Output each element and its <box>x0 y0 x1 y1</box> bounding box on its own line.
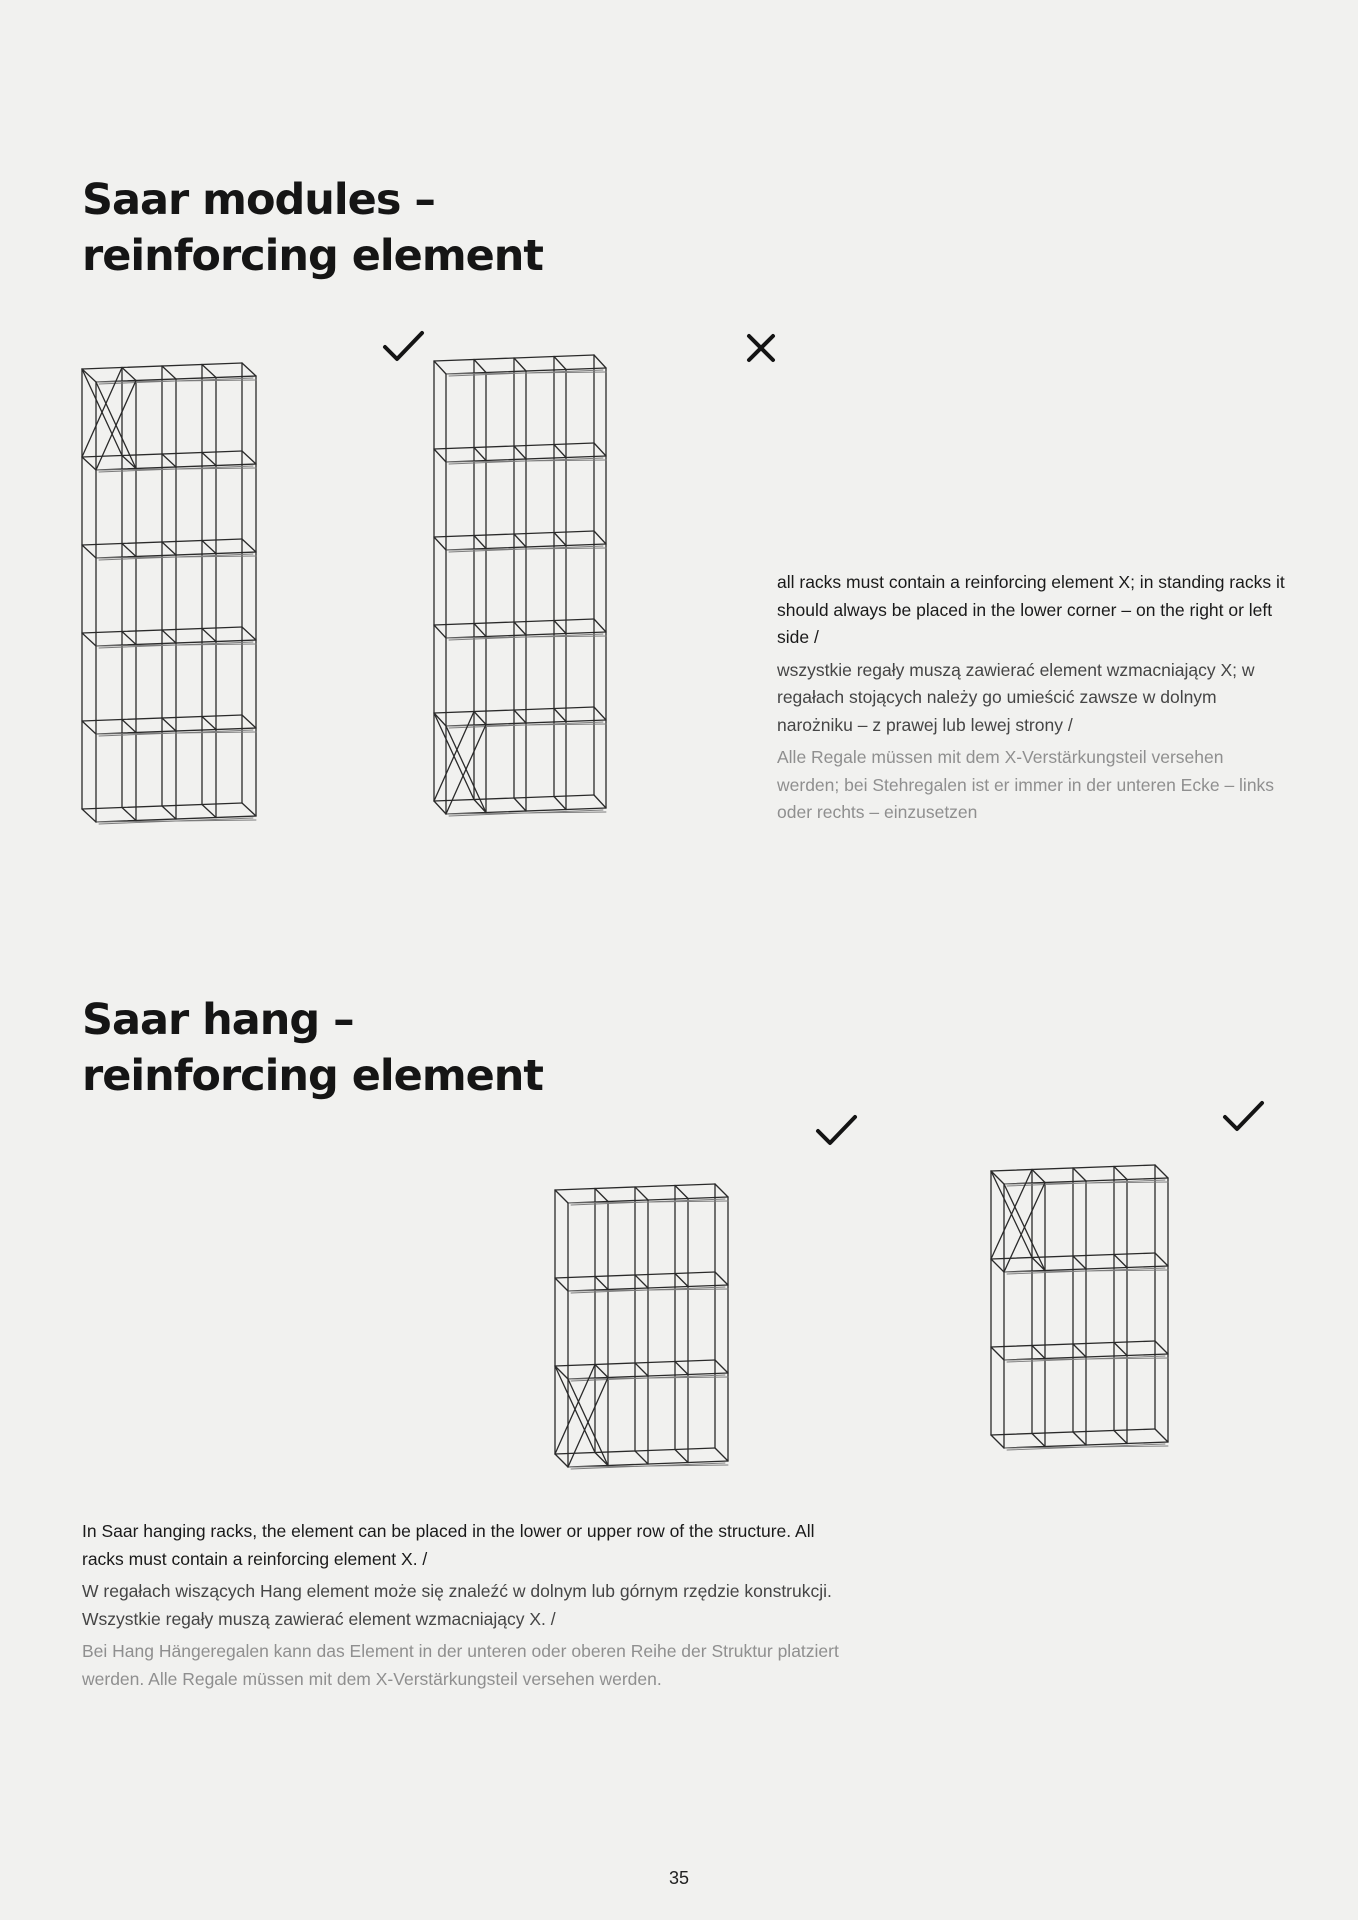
shelf-depth-rail <box>991 1171 1004 1184</box>
shelf-depth-rail <box>1073 1168 1086 1181</box>
shelf-depth-rail <box>1155 1429 1168 1442</box>
shelf-depth-rail <box>1073 1432 1086 1445</box>
page-number: 35 <box>668 1868 690 1888</box>
body-text-en: all racks must contain a reinforcing element X; in standing racks it should always be placed in the lower corner – on the right or left side / <box>777 572 1285 647</box>
shelf-depth-rail <box>991 1347 1004 1360</box>
shelf-depth-rail <box>1114 1167 1127 1180</box>
shelf-depth-rail <box>991 1435 1004 1448</box>
shelf-depth-rail <box>1114 1343 1127 1356</box>
title-line: reinforcing element <box>82 231 543 281</box>
title-line: Saar hang – <box>82 995 354 1045</box>
shelf-depth-rail <box>1073 1256 1086 1269</box>
title-line: reinforcing element <box>82 1051 543 1101</box>
shelf-depth-rail <box>1032 1346 1045 1359</box>
shelf-depth-rail <box>1032 1258 1045 1271</box>
shelf-depth-rail <box>1073 1344 1086 1357</box>
body-text-de: Alle Regale müssen mit dem X-Verstärkungsteil versehen werden; bei Stehregalen ist er immer in der unteren Ecke – links oder rechts – einzusetzen <box>777 747 1275 822</box>
body-text-en: In Saar hanging racks, the element can be placed in the lower or upper row of the structure. All racks must contain a reinforcing element X. / <box>82 1521 815 1569</box>
body-text-pl: wszystkie regały muszą zawierać element wzmacniający X; w regałach stojących należy go umieścić zawsze w dolnym narożniku – z prawej lub lewej strony / <box>777 659 1255 735</box>
shelf-depth-rail <box>1155 1165 1168 1178</box>
shelf-depth-rail <box>1155 1341 1168 1354</box>
title-line: Saar modules – <box>82 175 435 225</box>
body-text-pl: W regałach wiszących Hang element może się znaleźć w dolnym lub górnym rzędzie konstrukcji. Wszystkie regały muszą zawierać element wzmacniający X. / <box>82 1581 832 1629</box>
shelf-depth-rail <box>1114 1255 1127 1268</box>
body-text-de: Bei Hang Hängeregalen kann das Element in der unteren oder oberen Reihe der Struktur platziert werden. Alle Regale müssen mit dem X-Verstärkungsteil versehen werden. <box>82 1641 839 1689</box>
shelf-depth-rail <box>1032 1170 1045 1183</box>
shelf-depth-rail <box>1155 1253 1168 1266</box>
shelf-depth-rail <box>1114 1431 1127 1444</box>
shelf-depth-rail <box>1032 1434 1045 1447</box>
section2-description <box>82 1518 842 1698</box>
shelf-depth-rail <box>991 1259 1004 1272</box>
